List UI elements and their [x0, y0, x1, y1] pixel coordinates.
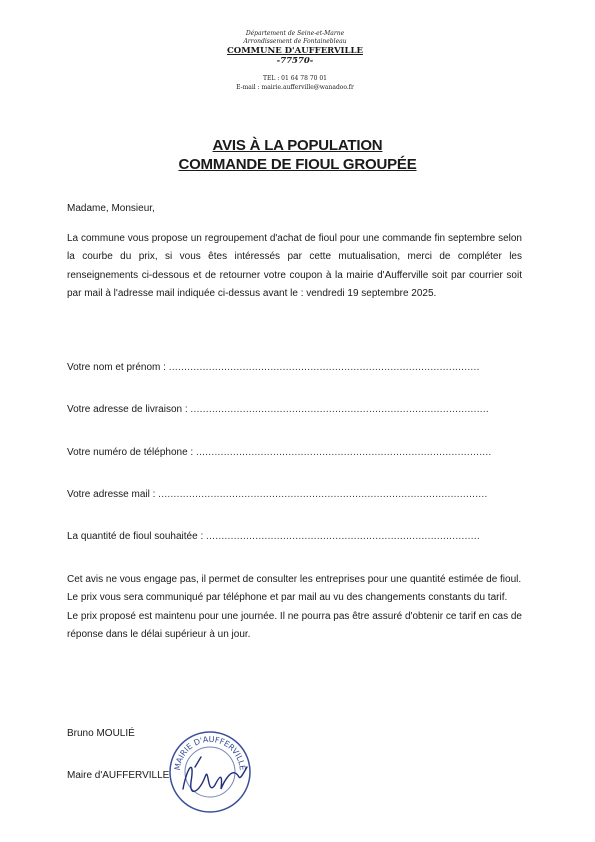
page-title [0, 136, 595, 174]
stamp-outer-ring [170, 732, 250, 812]
salutation: Madame, Monsieur, [67, 203, 155, 214]
field-label: Votre adresse mail : [67, 489, 156, 500]
commune-name: COMMUNE D'AUFFERVILLE [227, 46, 363, 56]
notes-section [67, 571, 522, 645]
form-field-delivery-address[interactable] [67, 404, 502, 415]
department-line: Département de Seine-et-Marne [245, 30, 345, 37]
field-label: La quantité de fioul souhaitée : [67, 531, 204, 542]
field-label: Votre nom et prénom : [67, 362, 166, 373]
note-paragraph: Cet avis ne vous engage pas, il permet de consulter les entreprises pour une quantité estimée de fioul. [67, 574, 522, 585]
stamp-text: MAIRIE D'AUFFERVILLE [172, 734, 248, 771]
email-line: E-mail : mairie.aufferville@wanadoo.fr [236, 84, 354, 91]
fill-line[interactable]: ..................................................................................................... [168, 362, 480, 373]
fill-line[interactable]: ......................................................................................... [206, 531, 480, 542]
fill-line[interactable]: ........................................................................................................... [158, 489, 488, 500]
postcode: -77570- [276, 56, 314, 66]
note-paragraph: Le prix proposé est maintenu pour une journée. Il ne pourra pas être assuré d'obtenir ce tarif en cas de réponse dans le délai supérieur à un jour. [67, 610, 522, 641]
note-paragraph: Le prix vous sera communiqué par téléphone et par mail au vu des changements constants du tarif. [67, 592, 508, 604]
signer-role: Maire d'AUFFERVILLE [67, 770, 170, 781]
official-stamp [165, 727, 255, 817]
letterhead [150, 30, 440, 92]
form-field-phone[interactable] [67, 447, 500, 458]
form-field-name[interactable] [67, 362, 499, 373]
form-field-email[interactable] [67, 489, 508, 500]
arrondissement-line: Arrondissement de Fontainebleau [243, 38, 347, 45]
signer-name: Bruno MOULIÉ [67, 728, 135, 739]
field-label: Votre adresse de livraison : [67, 404, 188, 415]
title-line-1: AVIS À LA POPULATION [212, 137, 383, 154]
telephone-line: TEL : 01 64 78 70 01 [262, 75, 327, 82]
title-line-2: COMMANDE DE FIOUL GROUPÉE [178, 156, 417, 173]
fill-line[interactable]: ................................................................................................ [195, 447, 492, 458]
field-label: Votre numéro de téléphone : [67, 447, 194, 458]
intro-paragraph: La commune vous propose un regroupement d'achat de fioul pour une commande fin septembre selon la courbe du prix, si vous êtes intéressés par cette mutualisation, merci de compléter les renseignements ci-dessous et de retourner votre coupon à la mairie d'Aufferville soit par courrier soit par mail à l'adresse mail indiquée ci-dessus avant le : vendredi 19 septembre 2025. [67, 233, 522, 300]
fill-line[interactable]: ................................................................................................. [190, 404, 490, 415]
form-field-quantity[interactable] [67, 531, 496, 542]
